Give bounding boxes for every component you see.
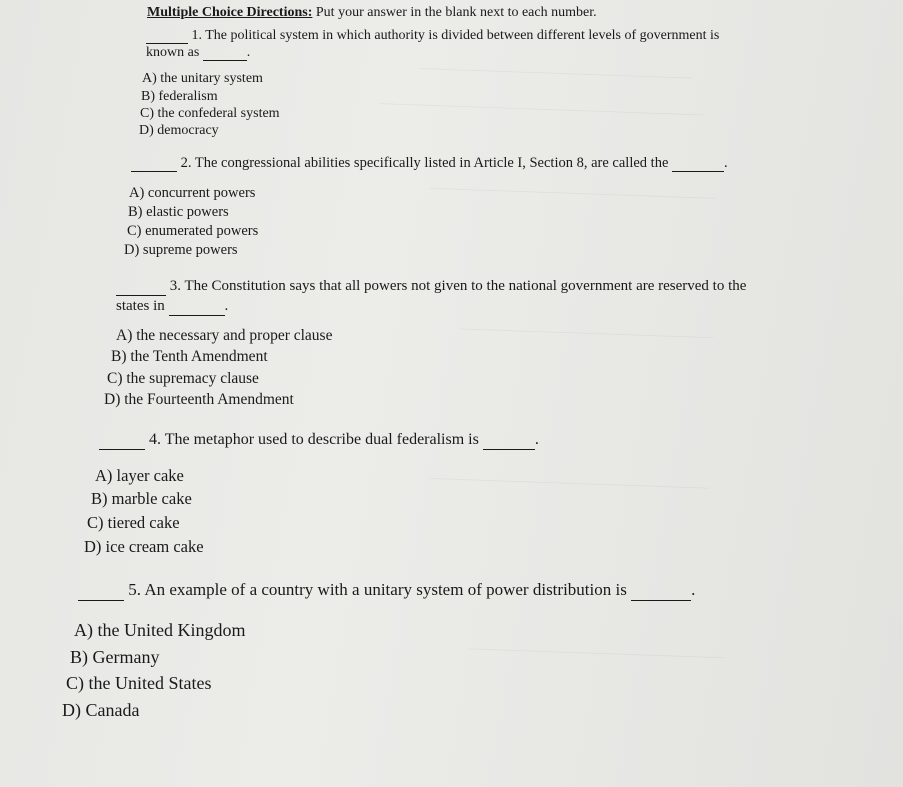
option-3c[interactable]: C) the supremacy clause (107, 370, 259, 387)
bleed-through-texture: __________________________________________________ (379, 90, 706, 117)
option-2d[interactable]: D) supreme powers (124, 242, 238, 258)
fill-in-blank[interactable] (483, 449, 535, 450)
fill-in-blank[interactable] (169, 315, 225, 316)
option-3b[interactable]: B) the Tenth Amendment (111, 348, 268, 365)
question-number: 5. (128, 580, 141, 599)
question-1 (146, 27, 719, 61)
option-5c[interactable]: C) the United States (66, 673, 212, 693)
question-number: 1. (191, 28, 202, 43)
question-text: The political system in which authority is divided between different levels of government is (205, 28, 720, 43)
question-2 (131, 155, 728, 172)
option-5d[interactable]: D) Canada (62, 700, 140, 720)
option-5b[interactable]: B) Germany (70, 647, 160, 667)
answer-blank[interactable] (99, 449, 145, 450)
question-text: The Constitution says that all powers not given to the national government are reserved to the (184, 278, 747, 294)
answer-blank[interactable] (78, 600, 124, 601)
option-4d[interactable]: D) ice cream cake (84, 537, 204, 556)
option-3a[interactable]: A) the necessary and proper clause (116, 327, 333, 344)
bleed-through-texture: ___________________________________________ (429, 465, 710, 490)
option-1a[interactable]: A) the unitary system (142, 71, 263, 86)
bleed-through-texture: __________________________________________ (419, 55, 694, 80)
option-4c[interactable]: C) tiered cake (87, 513, 180, 532)
option-1b[interactable]: B) federalism (141, 89, 218, 104)
question-text: The metaphor used to describe dual federalism is (164, 431, 479, 448)
question-period: . (724, 155, 728, 171)
fill-in-blank[interactable] (631, 600, 691, 601)
bleed-through-texture: _______________________________________ (459, 315, 714, 340)
question-number: 2. (180, 155, 192, 171)
directions (147, 5, 597, 21)
question-text-continued: known as (146, 45, 200, 60)
option-2a[interactable]: A) concurrent powers (129, 185, 256, 201)
option-3d[interactable]: D) the Fourteenth Amendment (104, 391, 294, 408)
question-number: 3. (169, 278, 181, 294)
question-period: . (246, 45, 251, 60)
option-2c[interactable]: C) enumerated powers (127, 223, 259, 239)
option-1d[interactable]: D) democracy (139, 123, 219, 138)
question-5 (78, 579, 695, 601)
question-text: An example of a country with a unitary system of power distribution is (144, 580, 627, 599)
question-3 (116, 276, 746, 316)
bleed-through-texture: ____________________________________________ (429, 175, 717, 200)
directions-label: Multiple Choice Directions: (147, 5, 313, 20)
option-5a[interactable]: A) the United Kingdom (74, 620, 246, 640)
option-4a[interactable]: A) layer cake (95, 466, 184, 485)
directions-text: Put your answer in the blank next to each number. (315, 5, 597, 20)
option-1c[interactable]: C) the confederal system (140, 106, 280, 121)
question-4 (99, 430, 539, 450)
fill-in-blank[interactable] (203, 60, 247, 61)
question-period: . (534, 431, 539, 448)
question-number: 4. (149, 431, 161, 448)
question-period: . (224, 298, 229, 314)
question-text-continued: states in (116, 298, 165, 314)
fill-in-blank[interactable] (672, 171, 724, 172)
answer-blank[interactable] (131, 171, 177, 172)
bleed-through-texture: _______________________________________ (469, 635, 724, 660)
option-2b[interactable]: B) elastic powers (128, 204, 229, 220)
question-period: . (691, 580, 696, 599)
option-4b[interactable]: B) marble cake (91, 489, 192, 508)
question-text: The congressional abilities specifically listed in Article I, Section 8, are called the (194, 155, 669, 171)
